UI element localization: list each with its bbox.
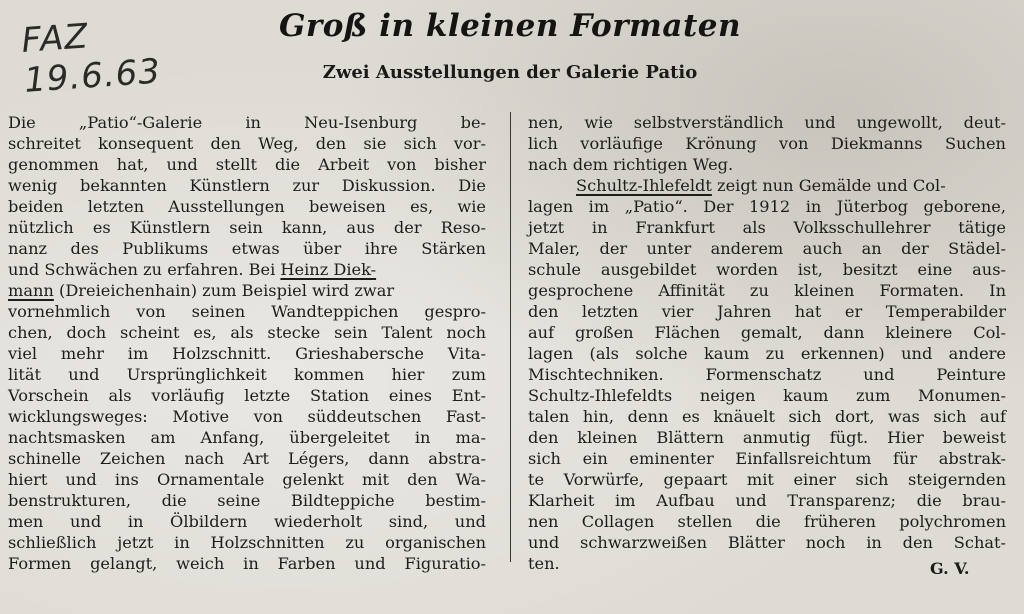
text-line: te Vorwürfe, gepaart mit einer sich steigernden <box>528 470 1006 489</box>
text-line: nanz des Publikums etwas über ihre Stärken <box>8 239 486 258</box>
text-line: auf großen Flächen gemalt, dann kleinere Col- <box>528 323 1006 342</box>
text-line: wenig bekannten Künstlern zur Diskussion. Die <box>8 176 486 195</box>
author-signature: G. V. <box>930 559 970 578</box>
text-line: nach dem richtigen Weg. <box>528 155 734 174</box>
text-line: den kleinen Blättern anmutig fügt. Hier beweist <box>528 428 1006 447</box>
text-line: schreitet konsequent den Weg, den sie sich vor- <box>8 134 486 153</box>
text-line: lich vorläufige Krönung von Diekmanns Suchen <box>528 134 1006 153</box>
text-line: gesprochene Affinität zu kleinen Formaten. In <box>528 281 1006 300</box>
text-line: Schultz-Ihlefeldts neigen kaum zum Monumen- <box>528 386 1006 405</box>
text-fragment: und Schwächen zu erfahren. Bei <box>8 260 281 279</box>
text-line: genommen hat, und stellt die Arbeit von bisher <box>8 155 486 174</box>
text-line: schule ausgebildet worden ist, besitzt eine aus- <box>528 260 1006 279</box>
text-fragment: (Dreieichenhain) zum Beispiel wird zwar <box>53 281 395 300</box>
left-column <box>8 112 486 574</box>
text-line <box>528 175 1006 196</box>
text-line: lagen (als solche kaum zu erkennen) und andere <box>528 344 1006 363</box>
text-line: Formen gelangt, weich in Farben und Figuratio- <box>8 554 486 573</box>
column-divider <box>510 112 511 562</box>
text-line: men und in Ölbildern wiederholt sind, und <box>8 512 486 531</box>
text-fragment: zeigt nun Gemälde und Col- <box>711 176 946 195</box>
text-line: nen Collagen stellen die früheren polychromen <box>528 512 1006 531</box>
underlined-name-schultz-ihlefeldt: Schultz-Ihlefeldt <box>576 176 712 195</box>
text-line: lagen im „Patio“. Der 1912 in Jüterbog geborene, <box>528 197 1006 216</box>
text-line: schließlich jetzt in Holzschnitten zu organischen <box>8 533 486 552</box>
text-line: sich ein eminenter Einfallsreichtum für abstrak- <box>528 449 1006 468</box>
text-line: ten. <box>528 554 560 573</box>
text-line: vornehmlich von seinen Wandteppichen gespro- <box>8 302 486 321</box>
text-line: Vorschein als vorläufig letzte Station eines Ent- <box>8 386 486 405</box>
text-line: nen, wie selbstverständlich und ungewollt, deut- <box>528 113 1006 132</box>
text-line: Maler, der unter anderem auch an der Städel- <box>528 239 1006 258</box>
underlined-name-continuation: mann <box>8 281 54 300</box>
text-line: talen hin, denn es knäuelt sich dort, was sich auf <box>528 407 1006 426</box>
text-line: nachtsmasken am Anfang, übergeleitet in ma- <box>8 428 486 447</box>
text-line: lität und Ursprünglichkeit kommen hier zum <box>8 365 486 384</box>
text-line: benstrukturen, die seine Bildteppiche bestim- <box>8 491 486 510</box>
text-line: viel mehr im Holzschnitt. Grieshabersche Vita- <box>8 344 486 363</box>
text-line: wicklungsweges: Motive von süddeutschen Fast- <box>8 407 486 426</box>
text-line: hiert und ins Ornamentale gelenkt mit den Wa- <box>8 470 486 489</box>
article-title: Groß in kleinen Formaten <box>278 8 742 44</box>
text-line: Mischtechniken. Formenschatz und Peinture <box>528 365 1006 384</box>
text-line: beiden letzten Ausstellungen beweisen es, wie <box>8 197 486 216</box>
text-line: Klarheit im Aufbau und Transparenz; die brau- <box>528 491 1006 510</box>
text-line: chen, doch scheint es, als stecke sein Talent noch <box>8 323 486 342</box>
text-line <box>8 259 486 280</box>
text-line: schinelle Zeichen nach Art Légers, dann abstra- <box>8 449 486 468</box>
text-line: Die „Patio“-Galerie in Neu-Isenburg be- <box>8 113 486 132</box>
text-line: den letzten vier Jahren hat er Temperabilder <box>528 302 1006 321</box>
handwritten-source-note: FAZ 19.6.63 <box>20 16 163 101</box>
text-line: jetzt in Frankfurt als Volksschullehrer tätige <box>528 218 1006 237</box>
text-line <box>8 280 486 301</box>
text-line: und schwarzweißen Blätter noch in den Schat- <box>528 533 1006 552</box>
right-column <box>528 112 1006 574</box>
article-subtitle: Zwei Ausstellungen der Galerie Patio <box>322 62 698 83</box>
underlined-name-heinz-diekmann: Heinz Diek- <box>280 260 377 279</box>
text-line: nützlich es Künstlern sein kann, aus der Reso- <box>8 218 486 237</box>
